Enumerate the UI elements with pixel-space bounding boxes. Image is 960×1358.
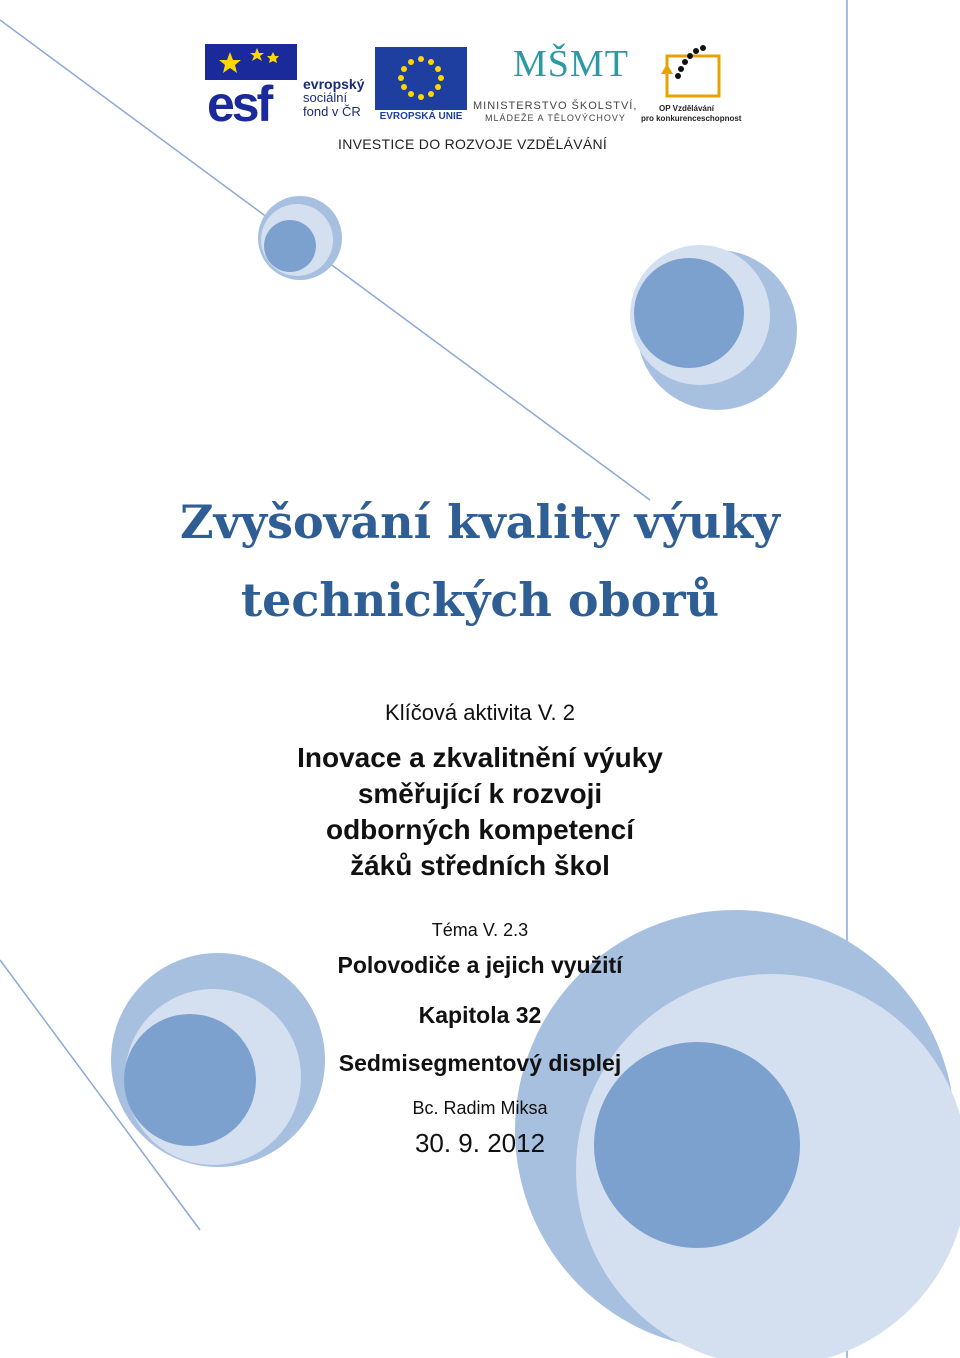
- main-heading-line4: žáků středních škol: [350, 850, 610, 881]
- msmt-label-line2: MLÁDEŽE A TĚLOVÝCHOVY: [485, 113, 626, 123]
- main-heading-line2: směřující k rozvoji: [357, 778, 603, 809]
- main-heading: [0, 740, 960, 884]
- date: 30. 9. 2012: [414, 1128, 546, 1158]
- msmt-logo: [473, 43, 638, 126]
- op-mark-icon: [641, 44, 749, 104]
- document-title: [0, 483, 960, 639]
- eu-logo: [375, 47, 467, 125]
- esf-label: [303, 77, 364, 119]
- op-logo: [641, 44, 749, 126]
- chapter: Kapitola 32: [418, 1002, 542, 1028]
- esf-label-line3: fond v ČR: [303, 104, 361, 119]
- chapter-title: Sedmisegmentový displej: [338, 1050, 622, 1076]
- logo-strip: [205, 44, 750, 154]
- title-line2: technických oborů: [240, 573, 720, 627]
- esf-label-line2: sociální: [303, 90, 348, 105]
- title-line1: Zvyšování kvality výuky: [180, 495, 780, 549]
- msmt-mark: MŠMT: [513, 43, 629, 85]
- op-label-line1: OP Vzdělávání: [659, 104, 714, 113]
- circle-small-inner: [264, 220, 316, 272]
- op-label-line2: pro konkurenceschopnost: [641, 114, 742, 123]
- main-heading-line3: odborných kompetencí: [325, 814, 635, 845]
- esf-label-line1: evropský: [303, 76, 365, 92]
- msmt-label-line1: MINISTERSTVO ŠKOLSTVÍ,: [473, 100, 638, 112]
- eu-label: EVROPSKÁ UNIE: [379, 111, 463, 122]
- key-activity: Klíčová aktivita V. 2: [385, 700, 575, 725]
- author: Bc. Radim Miksa: [412, 1098, 548, 1118]
- circle-bottom-left-inner: [124, 1014, 256, 1146]
- svg-text:esf: esf: [207, 76, 271, 126]
- eu-flag-icon: [375, 47, 467, 110]
- circle-medium-inner: [634, 258, 744, 368]
- tema: Téma V. 2.3: [431, 920, 529, 940]
- main-heading-line1: Inovace a zkvalitnění výuky: [297, 742, 663, 773]
- esf-logo: [205, 44, 370, 126]
- topic: Polovodiče a jejich využití: [337, 952, 623, 978]
- tagline: INVESTICE DO ROZVOJE VZDĚLÁVÁNÍ: [338, 136, 608, 152]
